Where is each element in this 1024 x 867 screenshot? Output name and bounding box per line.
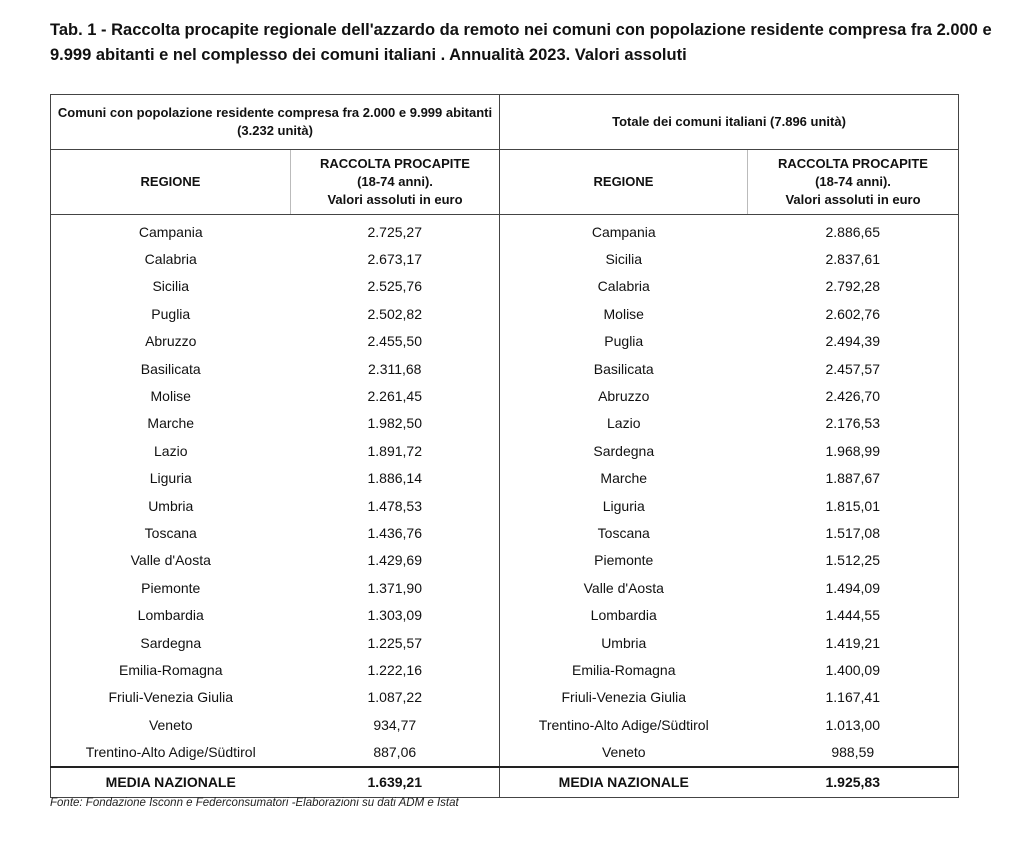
national-average-value-right: 1.925,83 xyxy=(748,767,959,798)
table-row xyxy=(51,273,959,300)
national-average-row xyxy=(51,767,959,798)
right-region-cell: Piemonte xyxy=(500,547,748,574)
left-region-cell: Veneto xyxy=(51,711,291,738)
left-region-cell: Valle d'Aosta xyxy=(51,547,291,574)
left-value-cell: 1.087,22 xyxy=(291,684,500,711)
left-value-cell: 934,77 xyxy=(291,711,500,738)
left-value-cell: 1.303,09 xyxy=(291,601,500,628)
right-region-cell: Basilicata xyxy=(500,355,748,382)
right-value-cell: 1.494,09 xyxy=(748,574,959,601)
group-header-row xyxy=(51,95,959,150)
right-value-cell: 2.176,53 xyxy=(748,410,959,437)
left-region-cell: Puglia xyxy=(51,300,291,327)
left-value-cell: 2.525,76 xyxy=(291,273,500,300)
table-row xyxy=(51,300,959,327)
left-region-cell: Toscana xyxy=(51,519,291,546)
left-region-cell: Lombardia xyxy=(51,601,291,628)
right-value-cell: 1.968,99 xyxy=(748,437,959,464)
left-region-cell: Calabria xyxy=(51,245,291,272)
right-region-cell: Molise xyxy=(500,300,748,327)
right-value-cell: 1.419,21 xyxy=(748,629,959,656)
right-value-cell: 1.887,67 xyxy=(748,465,959,492)
right-region-cell: Marche xyxy=(500,465,748,492)
table-row xyxy=(51,382,959,409)
table-row xyxy=(51,547,959,574)
column-header-value-line1: RACCOLTA PROCAPITE xyxy=(778,156,928,171)
left-region-cell: Sardegna xyxy=(51,629,291,656)
left-value-cell: 2.673,17 xyxy=(291,245,500,272)
right-value-cell: 2.837,61 xyxy=(748,245,959,272)
left-value-cell: 2.725,27 xyxy=(291,215,500,246)
left-value-cell: 2.261,45 xyxy=(291,382,500,409)
right-value-cell: 1.815,01 xyxy=(748,492,959,519)
left-region-cell: Emilia-Romagna xyxy=(51,656,291,683)
right-region-cell: Sardegna xyxy=(500,437,748,464)
right-value-cell: 2.886,65 xyxy=(748,215,959,246)
left-value-cell: 2.502,82 xyxy=(291,300,500,327)
left-region-cell: Piemonte xyxy=(51,574,291,601)
column-header-value-line1: RACCOLTA PROCAPITE xyxy=(320,156,470,171)
right-region-cell: Calabria xyxy=(500,273,748,300)
left-region-cell: Umbria xyxy=(51,492,291,519)
table-row xyxy=(51,629,959,656)
table-row xyxy=(51,601,959,628)
right-region-cell: Sicilia xyxy=(500,245,748,272)
national-average-label-left: MEDIA NAZIONALE xyxy=(51,767,291,798)
column-header-value-line2: (18-74 anni). xyxy=(357,174,433,189)
table-row xyxy=(51,355,959,382)
right-value-cell: 1.512,25 xyxy=(748,547,959,574)
left-value-cell: 1.371,90 xyxy=(291,574,500,601)
left-value-cell: 1.886,14 xyxy=(291,465,500,492)
national-average-value-left: 1.639,21 xyxy=(291,767,500,798)
left-value-cell: 2.311,68 xyxy=(291,355,500,382)
left-value-cell: 887,06 xyxy=(291,738,500,766)
left-region-cell: Molise xyxy=(51,382,291,409)
group-header-left: Comuni con popolazione residente compresa fra 2.000 e 9.999 abitanti (3.232 unità) xyxy=(51,95,500,150)
table-row xyxy=(51,410,959,437)
table-row xyxy=(51,437,959,464)
right-region-cell: Puglia xyxy=(500,328,748,355)
column-header-value-right xyxy=(748,150,959,215)
left-region-cell: Liguria xyxy=(51,465,291,492)
left-value-cell: 1.478,53 xyxy=(291,492,500,519)
data-table xyxy=(50,94,959,798)
right-value-cell: 1.167,41 xyxy=(748,684,959,711)
group-header-right: Totale dei comuni italiani (7.896 unità) xyxy=(500,95,959,150)
right-value-cell: 1.444,55 xyxy=(748,601,959,628)
right-region-cell: Toscana xyxy=(500,519,748,546)
table-row xyxy=(51,519,959,546)
right-region-cell: Abruzzo xyxy=(500,382,748,409)
table-row xyxy=(51,328,959,355)
left-value-cell: 1.891,72 xyxy=(291,437,500,464)
left-region-cell: Sicilia xyxy=(51,273,291,300)
right-region-cell: Lazio xyxy=(500,410,748,437)
right-value-cell: 988,59 xyxy=(748,738,959,766)
left-value-cell: 1.225,57 xyxy=(291,629,500,656)
table-row xyxy=(51,492,959,519)
column-header-value-line3: Valori assoluti in euro xyxy=(785,192,921,207)
left-region-cell: Abruzzo xyxy=(51,328,291,355)
left-region-cell: Basilicata xyxy=(51,355,291,382)
left-value-cell: 1.429,69 xyxy=(291,547,500,574)
column-header-row xyxy=(51,150,959,215)
column-header-value-line3: Valori assoluti in euro xyxy=(327,192,463,207)
table-row xyxy=(51,656,959,683)
column-header-region-right: REGIONE xyxy=(500,150,748,215)
right-value-cell: 2.494,39 xyxy=(748,328,959,355)
left-region-cell: Marche xyxy=(51,410,291,437)
right-value-cell: 1.013,00 xyxy=(748,711,959,738)
right-value-cell: 2.602,76 xyxy=(748,300,959,327)
right-region-cell: Friuli-Venezia Giulia xyxy=(500,684,748,711)
table-row xyxy=(51,738,959,766)
table-row xyxy=(51,465,959,492)
left-region-cell: Friuli-Venezia Giulia xyxy=(51,684,291,711)
right-region-cell: Valle d'Aosta xyxy=(500,574,748,601)
left-region-cell: Trentino-Alto Adige/Südtirol xyxy=(51,738,291,766)
table-body xyxy=(51,215,959,767)
right-region-cell: Umbria xyxy=(500,629,748,656)
right-value-cell: 2.457,57 xyxy=(748,355,959,382)
left-region-cell: Campania xyxy=(51,215,291,246)
table-row xyxy=(51,245,959,272)
table-row xyxy=(51,215,959,246)
right-region-cell: Trentino-Alto Adige/Südtirol xyxy=(500,711,748,738)
table-row xyxy=(51,684,959,711)
column-header-value-line2: (18-74 anni). xyxy=(815,174,891,189)
left-value-cell: 1.222,16 xyxy=(291,656,500,683)
source-note: Fonte: Fondazione Isconn e Federconsumatori -Elaborazioni su dati ADM e Istat xyxy=(50,797,459,809)
left-value-cell: 2.455,50 xyxy=(291,328,500,355)
right-region-cell: Veneto xyxy=(500,738,748,766)
right-region-cell: Lombardia xyxy=(500,601,748,628)
right-region-cell: Liguria xyxy=(500,492,748,519)
column-header-value-left xyxy=(291,150,500,215)
left-value-cell: 1.982,50 xyxy=(291,410,500,437)
right-value-cell: 1.517,08 xyxy=(748,519,959,546)
right-value-cell: 2.426,70 xyxy=(748,382,959,409)
left-region-cell: Lazio xyxy=(51,437,291,464)
right-value-cell: 1.400,09 xyxy=(748,656,959,683)
table-title: Tab. 1 - Raccolta procapite regionale dell'azzardo da remoto nei comuni con popolazione residente compresa fra 2.000 e 9.999 abitanti e nel complesso dei comuni italiani . Annualità 2023. Valori assoluti xyxy=(50,21,992,64)
national-average-label-right: MEDIA NAZIONALE xyxy=(500,767,748,798)
right-region-cell: Campania xyxy=(500,215,748,246)
left-value-cell: 1.436,76 xyxy=(291,519,500,546)
column-header-region-left: REGIONE xyxy=(51,150,291,215)
table-row xyxy=(51,574,959,601)
right-region-cell: Emilia-Romagna xyxy=(500,656,748,683)
table-row xyxy=(51,711,959,738)
right-value-cell: 2.792,28 xyxy=(748,273,959,300)
